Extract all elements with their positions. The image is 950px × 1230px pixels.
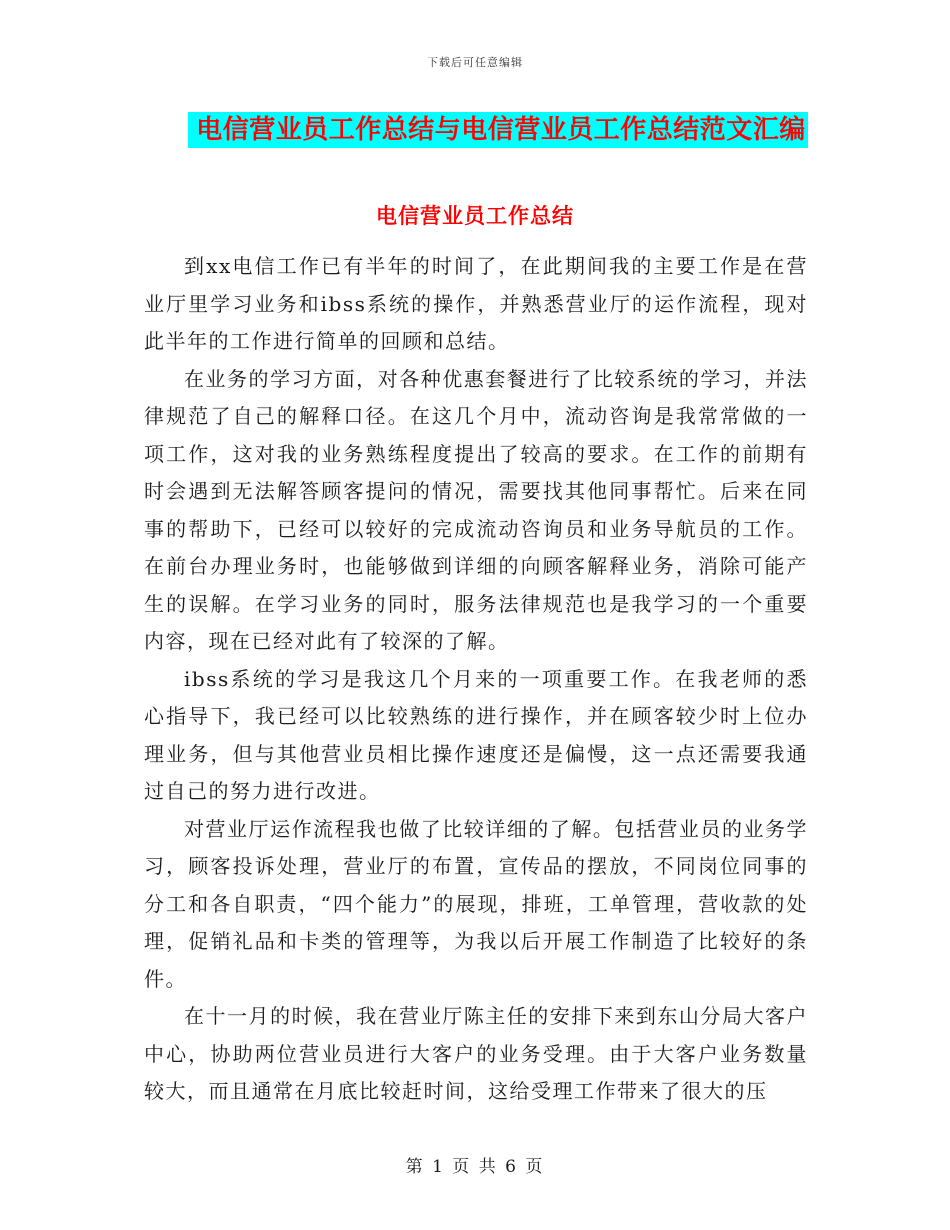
document-title-container xyxy=(0,112,950,148)
body-paragraph-2: 在业务的学习方面，对各种优惠套餐进行了比较系统的学习，并法律规范了自己的解释口径。在这几个月中，流动咨询是我常常做的一项工作，这对我的业务熟练程度提出了较高的要求。在工作的前期有时会遇到无法解答顾客提问的情况，需要找其他同事帮忙。后来在同事的帮助下，已经可以较好的完成流动咨询员和业务导航员的工作。在前台办理业务时，也能够做到详细的向顾客解释业务，消除可能产生的误解。在学习业务的同时，服务法律规范也是我学习的一个重要内容，现在已经对此有了较深的了解。 xyxy=(144,366,808,653)
body-paragraph-1: 到xx电信工作已有半年的时间了，在此期间我的主要工作是在营业厅里学习业务和ibss系统的操作，并熟悉营业厅的运作流程，现对此半年的工作进行简单的回顾和总结。 xyxy=(144,254,808,353)
body-paragraph-3: ibss系统的学习是我这几个月来的一项重要工作。在我老师的悉心指导下，我已经可以比较熟练的进行操作，并在顾客较少时上位办理业务，但与其他营业员相比操作速度还是偏慢，这一点还需要我通过自己的努力进行改进。 xyxy=(144,666,808,803)
body-paragraph-5: 在十一月的时候，我在营业厅陈主任的安排下来到东山分局大客户中心，协助两位营业员进行大客户的业务受理。由于大客户业务数量较大，而且通常在月底比较赶时间，这给受理工作带来了很大的压 xyxy=(144,1004,808,1103)
document-body xyxy=(144,248,808,1111)
section-title: 电信营业员工作总结 xyxy=(376,203,574,228)
page-header-note: 下载后可任意编辑 xyxy=(427,56,523,69)
page-number-footer: 第 1 页 共 6 页 xyxy=(405,1157,545,1177)
document-title: 电信营业员工作总结与电信营业员工作总结范文汇编 xyxy=(188,112,808,148)
body-paragraph-4: 对营业厅运作流程我也做了比较详细的了解。包括营业员的业务学习，顾客投诉处理，营业厅的布置，宣传品的摆放，不同岗位同事的分工和各自职责，“四个能力”的展现，排班，工单管理，营收款的处理，促销礼品和卡类的管理等，为我以后开展工作制造了比较好的条件。 xyxy=(144,816,808,991)
